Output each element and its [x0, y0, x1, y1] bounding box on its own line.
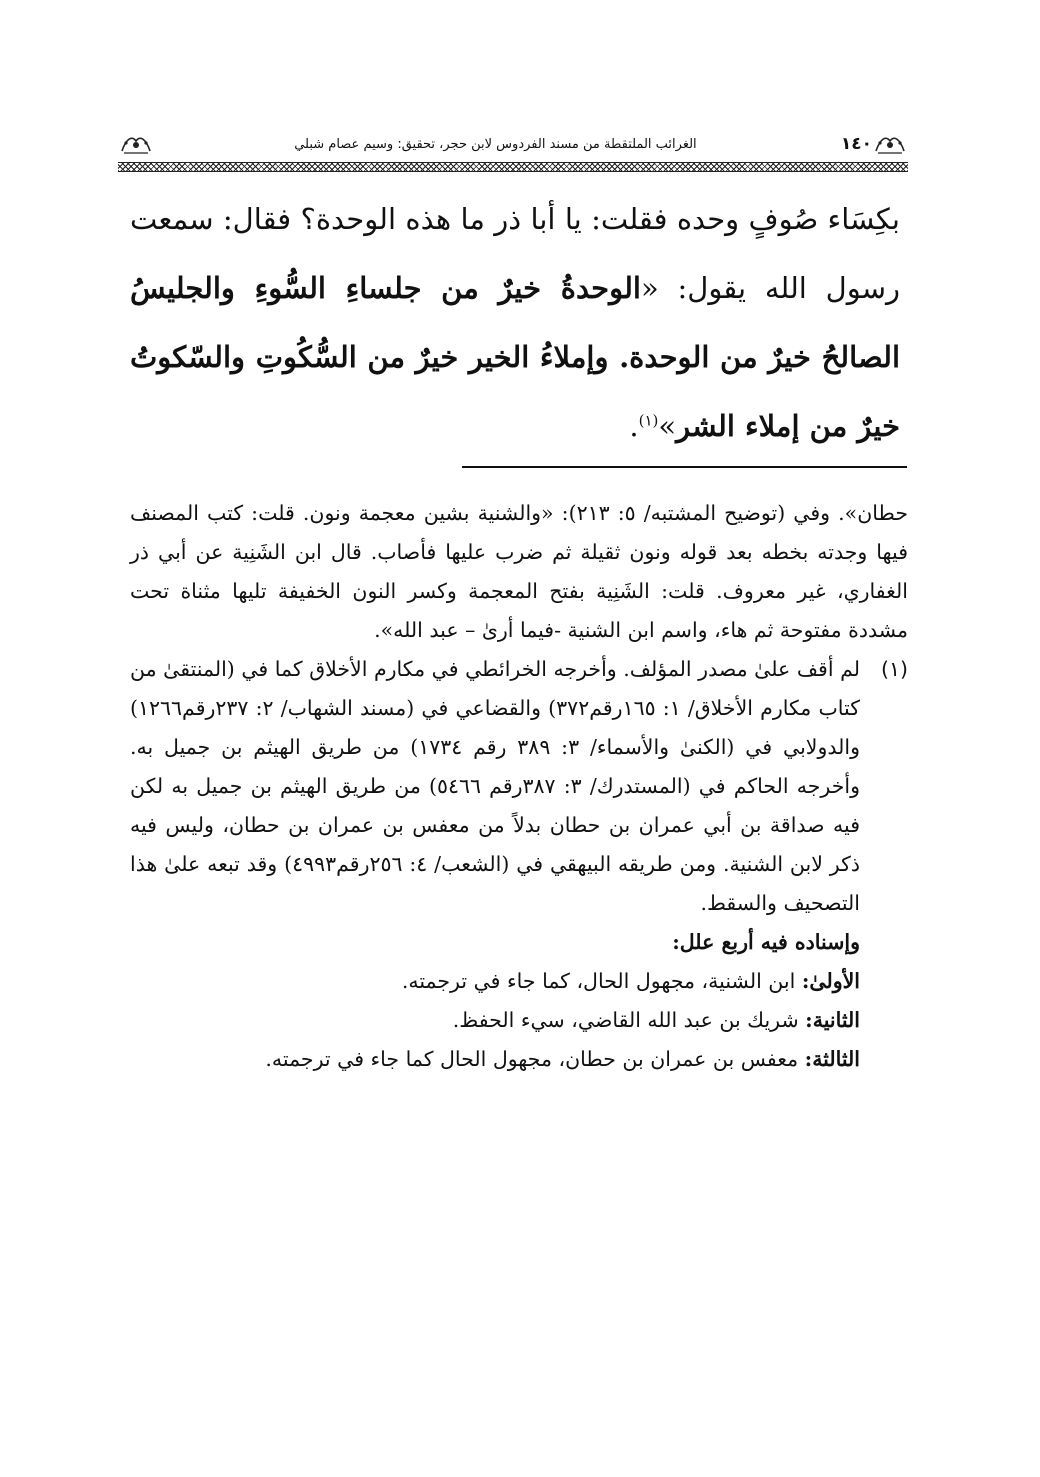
- illa-1: [130, 962, 908, 1001]
- isnad-heading: وإسناده فيه أربع علل:: [672, 930, 860, 954]
- floral-ornament-icon: [872, 131, 908, 157]
- illa-label: الثالثة:: [804, 1047, 860, 1071]
- footnote-continuation: حطان». وفي (توضيح المشتبه/ ٥: ٢١٣): «والشنية بشين معجمة ونون. قلت: كتب المصنف فيها وجدته بخطه بعد قوله ونون ثقيلة ثم ضرب عليها فأصاب. قال ابن الشَنِية عن أبي ذر الغفاري، غير معروف. قلت: الشَنِية بفتح المعجمة وكسر النون الخفيفة تليها مثناة تحت مشددة مفتوحة ثم هاء، واسم ابن الشنية -فيما أرىٰ – عبد الله».: [130, 501, 908, 642]
- page-number: ١٤٠: [840, 134, 872, 154]
- running-title: الغرائب الملتقطة من مسند الفردوس لابن حجر، تحقيق: وسيم عصام شبلي: [294, 136, 697, 152]
- main-text-intro: بكِسَاء صُوفٍ وحده فقلت: يا أبا ذر ما هذه الوحدة؟ فقال: سمعت رسول الله يقول: «: [130, 202, 900, 305]
- footnote-separator: [462, 466, 907, 468]
- footnote-text: لم أقف علىٰ مصدر المؤلف. وأخرجه الخرائطي في مكارم الأخلاق كما في (المنتقىٰ من كتاب مكارم الأخلاق/ ١: ١٦٥رقم٣٧٢) والقضاعي في (مسند الشهاب/ ٢: ٢٣٧رقم١٢٦٦) والدولابي في (الكنىٰ والأسماء/ ٣: ٣٨٩ رقم ١٧٣٤) من طريق الهيثم بن جميل به. وأخرجه الحاكم في (المستدرك/ ٣: ٣٨٧رقم ٥٤٦٦) من طريق الهيثم بن جميل به لكن فيه صداقة بن أبي عمران بن حطان بدلاً من معفس بن عمران بن حطان، وليس فيه ذكر لابن الشنية. ومن طريقه البيهقي في (الشعب/ ٤: ٢٥٦رقم٤٩٩٣) وقد تبعه علىٰ هذا التصحيف والسقط.: [130, 657, 860, 915]
- closing-quote: »: [658, 409, 677, 443]
- header-row: [118, 132, 908, 156]
- illa-3: [130, 1040, 908, 1079]
- footnote-1: [130, 650, 908, 923]
- page-header: [118, 118, 908, 178]
- illa-text: شريك بن عبد الله القاضي، سيء الحفظ.: [452, 1008, 806, 1032]
- illa-2: [130, 1001, 908, 1040]
- footnotes: [130, 494, 908, 1079]
- floral-ornament-icon: [118, 131, 154, 157]
- footnote-reference: (١): [638, 411, 659, 430]
- hadith-text: الوحدةُ خيرٌ من جلساءِ السُّوءِ والجليسُ الصالحُ خيرٌ من الوحدة. وإملاءُ الخير خيرٌ من السُّكُوتِ والسّكوتُ خيرٌ من إملاء الشر: [130, 271, 900, 443]
- illa-text: معفس بن عمران بن حطان، مجهول الحال كما جاء في ترجمته.: [265, 1047, 805, 1071]
- illa-label: الأولىٰ:: [801, 969, 860, 993]
- illa-text: ابن الشنية، مجهول الحال، كما جاء في ترجمته.: [401, 969, 802, 993]
- main-text: [130, 185, 900, 461]
- illa-label: الثانية:: [805, 1008, 860, 1032]
- main-text-end: .: [629, 409, 639, 443]
- footnote-number: (١): [880, 657, 908, 681]
- header-decorative-rule: [118, 162, 908, 172]
